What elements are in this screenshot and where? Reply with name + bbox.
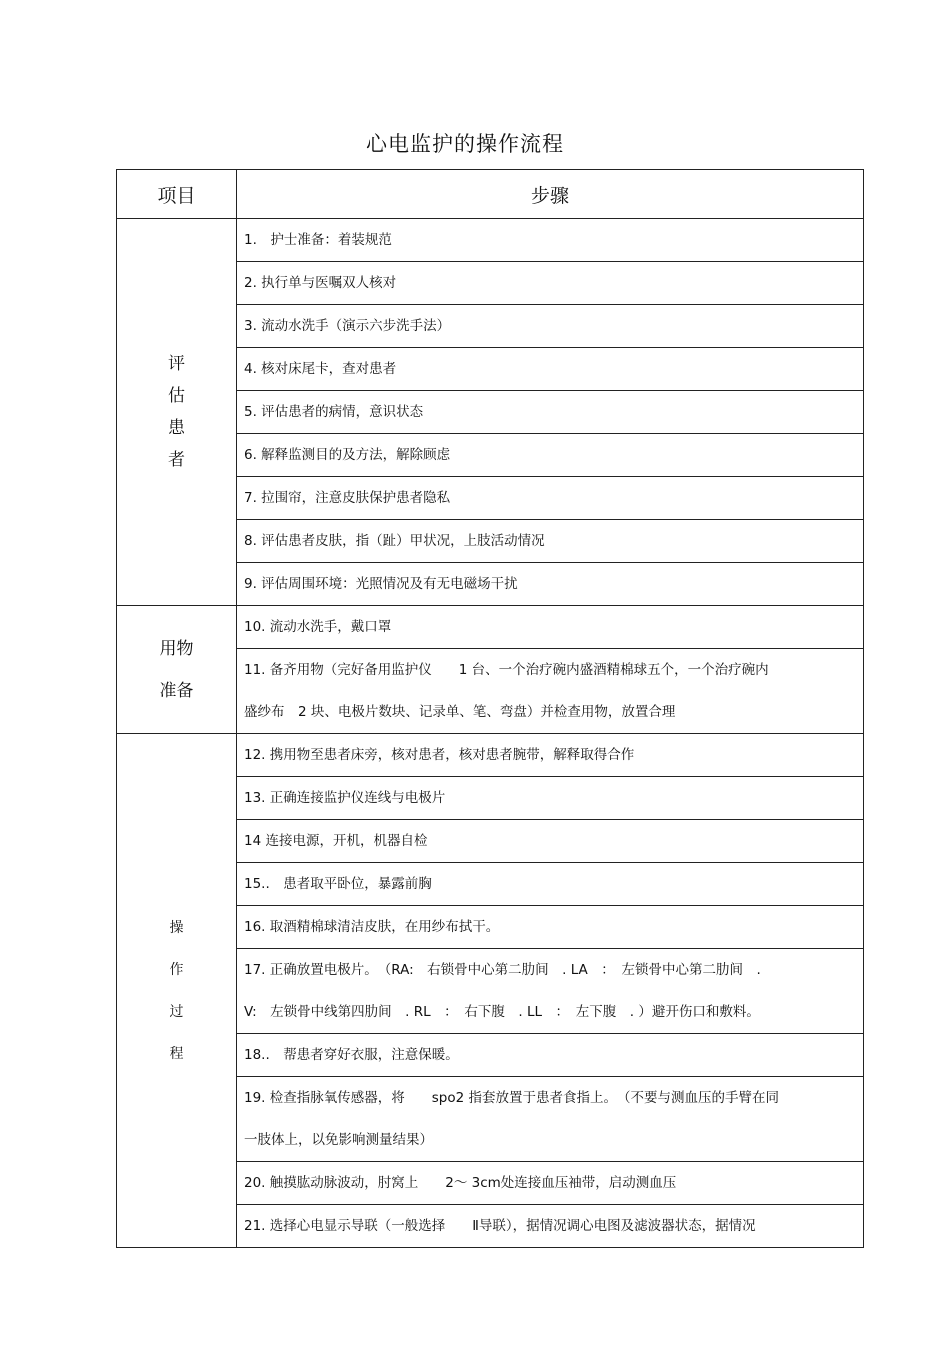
step-text: 16. 取酒精棉球清洁皮肤，在用纱布拭干。 [244,919,500,935]
step-cell [237,262,864,305]
step-cell [237,949,864,1034]
step-text: 3. 流动水洗手（演示六步洗手法） [244,318,451,334]
category-char: 患 [168,418,185,438]
step-cell [237,777,864,820]
step-cell [237,434,864,477]
step-cell [237,1205,864,1248]
step-cell [237,606,864,649]
step-cell [237,1034,864,1077]
table-row [117,606,864,649]
category-char: 估 [168,386,185,406]
category-char: 作 [169,961,184,978]
step-cell [237,219,864,262]
table-row [117,219,864,262]
step-text: 7. 拉围帘，注意皮肤保护患者隐私 [244,490,451,506]
step-text: 18.. 帮患者穿好衣服，注意保暖。 [244,1047,459,1063]
step-text: 2. 执行单与医嘱双人核对 [244,275,397,291]
step-cell [237,906,864,949]
step-text: 21. 选择心电显示导联（一般选择 Ⅱ导联），据情况调心电图及滤波器状态，据情况 [244,1218,756,1234]
step-text: 1. 护士准备：着装规范 [244,232,392,248]
category-assess-patient [117,219,237,606]
step-text: 13. 正确连接监护仪连线与电极片 [244,790,446,806]
page-title: 心电监护的操作流程 [366,132,564,156]
step-text: 10. 流动水洗手，戴口罩 [244,619,392,635]
procedure-table [116,169,864,1248]
step-text: 12. 携用物至患者床旁，核对患者，核对患者腕带，解释取得合作 [244,747,635,763]
step-text: 11. 备齐用物（完好备用监护仪 1 台、一个治疗碗内盛酒精棉球五个，一个治疗碗内 [244,662,769,678]
step-text: 9. 评估周围环境：光照情况及有无电磁场干扰 [244,576,518,592]
column-header-item: 项目 [117,170,237,219]
step-cell [237,863,864,906]
category-char: 过 [169,1003,184,1020]
step-text: 4. 核对床尾卡，查对患者 [244,361,397,377]
step-text: 20. 触摸肱动脉波动，肘窝上 2～ 3cm处连接血压袖带，启动测血压 [244,1175,677,1191]
step-cell [237,1077,864,1162]
step-text: 17. 正确放置电极片。 （RA: 右锁骨中心第二肋间 . LA ： 左锁骨中心第二肋间 . [244,962,761,978]
step-cell [237,563,864,606]
step-text: 8. 评估患者皮肤，指（趾）甲状况，上肢活动情况 [244,533,545,549]
step-text: V: 左锁骨中线第四肋间 . RL ： 右下腹 . LL ： 左下腹 . ）避开伤口和敷料。 [244,1004,760,1020]
step-cell [237,477,864,520]
step-text: 14 连接电源，开机，机器自检 [244,833,428,849]
category-char: 操 [169,919,184,936]
step-cell [237,1162,864,1205]
category-char: 评 [168,354,185,374]
step-text: 6. 解释监测目的及方法，解除顾虑 [244,447,451,463]
category-operation-process [117,734,237,1248]
step-cell [237,305,864,348]
category-char: 准备 [159,680,194,701]
category-prepare-supplies [117,606,237,734]
step-text: 盛纱布 2 块、电极片数块、记录单、笔、弯盘）并检查用物，放置合理 [244,704,676,720]
category-char: 用物 [159,638,194,659]
table-header-row [117,170,864,219]
category-char: 者 [168,450,185,470]
step-cell [237,348,864,391]
step-cell [237,820,864,863]
column-header-steps: 步骤 [237,170,864,219]
step-cell [237,391,864,434]
step-text: 15.. 患者取平卧位，暴露前胸 [244,876,432,892]
step-text: 一肢体上，以免影响测量结果） [244,1132,433,1148]
step-text: 5. 评估患者的病情，意识状态 [244,404,424,420]
category-char: 程 [169,1045,184,1062]
step-cell [237,734,864,777]
step-text: 19. 检查指脉氧传感器，将 spo2 指套放置于患者食指上。 （不要与测血压的手臂在同 [244,1090,780,1106]
table-row [117,734,864,777]
step-cell [237,649,864,734]
step-cell [237,520,864,563]
